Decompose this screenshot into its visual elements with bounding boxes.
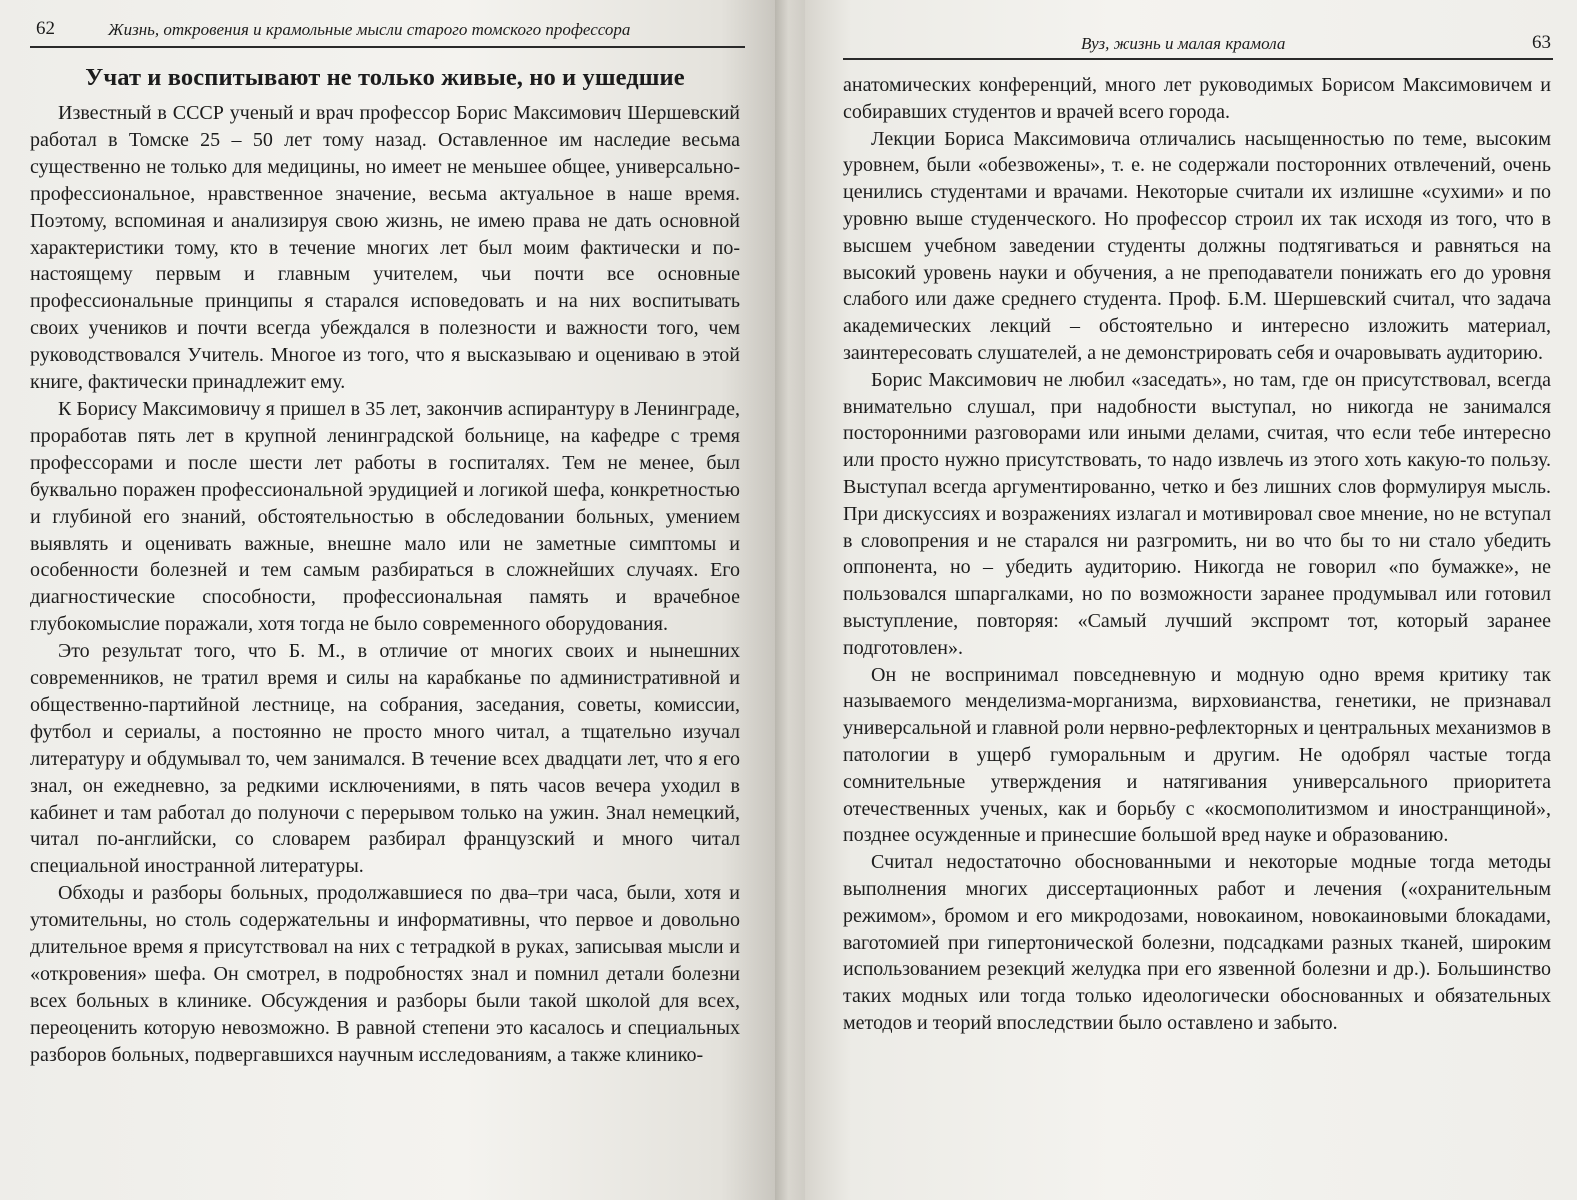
right-paragraph-2: Лекции Бориса Максимовича отличались насыщенностью по теме, высоким уровнем, были «обезвожены», т. е. не содержали посторонних отвлечений, очень ценились студентами и врачами. Некоторые считали их излишне «сухими» и по уровню выше студенческого. Но профессор строил их так исходя из того, что в высшем учебном заведении студенты должны подтягиваться и равняться на высокий уровень науки и обучения, а не преподаватели понижать его до уровня слабого или даже среднего студента. Проф. Б.М. Шершевский считал, что задача академических лекций – обстоятельно и интересно изложить материал, заинтересовать слушателей, а не демонстрировать себя и очаровывать аудиторию. [843, 127, 1551, 364]
left-page-number: 62 [36, 18, 55, 39]
book-gutter [775, 0, 805, 1200]
right-running-head-title: Вуз, жизнь и малая крамола [1081, 34, 1286, 53]
left-page-body [30, 60, 740, 1069]
right-page [805, 0, 1577, 1200]
left-running-head-title: Жизнь, откровения и крамольные мысли старого томского профессора [108, 20, 631, 39]
right-paragraph-1: анатомических конференций, много лет руководимых Борисом Максимовичем и собиравших студентов и врачей всего города. [843, 74, 1551, 123]
left-paragraph-1: Известный в СССР ученый и врач профессор Борис Максимович Шершевский работал в Томске 25 – 50 лет тому назад. Оставленное им наследие весьма существенно не только для медицины, но имеет не меньшее общее, универсально-профессиональное, нравственное значение, весьма актуальное в наше время. Поэтому, вспоминая и анализируя свою жизнь, не имею права не дать основной характеристики тому, кто в течение многих лет был моим фактически и по-настоящему первым и главным учителем, чьи почти все основные профессиональные принципы я старался исповедовать и на них воспитывать своих учеников и почти всегда убеждался в полезности и важности того, чем руководствовался Учитель. Многое из того, что я высказываю и оцениваю в этой книге, фактически принадлежит ему. [30, 102, 740, 394]
right-page-body [843, 72, 1551, 1037]
left-paragraph-4: Обходы и разборы больных, продолжавшиеся по два–три часа, были, хотя и утомительны, но столь содержательны и информативны, что первое и довольно длительное время я присутствовал на них с тетрадкой в руках, записывая мысли и «откровения» шефа. Он смотрел, в подробностях знал и помнил детали болезни всех больных в клинике. Обсуждения и разборы были такой школой для всех, переоценить которую невозможно. В равной степени это касалось и специальных разборов больных, подвергавшихся научным исследованиям, а также клинико- [30, 882, 740, 1066]
right-header-rule [843, 58, 1553, 60]
right-paragraph-3: Борис Максимович не любил «заседать», но там, где он присутствовал, всегда внимательно слушал, при надобности выступал, но никогда не занимался посторонними разговорами или иными делами, считая, что если тебе интересно или просто нужно присутствовать, то надо извлечь из этого хоть какую-то пользу. Выступал всегда аргументированно, четко и без лишних слов формулируя мысль. При дискуссиях и возражениях излагал и мотивировал свое мнение, но не вступал в словопрения и не старался ни разгромить, ни во что бы то ни стало убедить оппонента, но – убедить аудиторию. Никогда не говорил «по бумажке», не пользовался шпаргалками, но по возможности заранее продумывал или готовил выступление, повторяя: «Самый лучший экспромт тот, который заранее подготовлен». [843, 368, 1551, 659]
right-running-head [843, 18, 1551, 53]
right-paragraph-4: Он не воспринимал повседневную и модную одно время критику так называемого менделизма-морганизма, вирховианства, генетики, не признавал универсальной и главной роли нервно-рефлекторных и центральных механизмов в патологии в ущерб гуморальным и другим. Не одобрял частые тогда сомнительные утверждения и натягивания универсального приоритета отечественных ученых, как и борьбу с «космополитизмом и иностранщиной», позднее осужденные и принесшие большой вред науке и образованию. [843, 663, 1551, 847]
left-running-head [36, 18, 745, 48]
right-page-number: 63 [1532, 32, 1551, 53]
left-header-rule [30, 46, 745, 48]
right-paragraph-5: Считал недостаточно обоснованными и некоторые модные тогда методы выполнения многих диссертационных работ и лечения («охранительным режимом», бромом и его микродозами, новокаином, новокаиновыми блокадами, ваготомией при гипертонической болезни, подсадками разных тканей, широким использованием резекций желудка при его язвенной болезни и др.). Большинство таких модных или тогда только идеологически обоснованных и обязательных методов и теорий впоследствии было оставлено и забыто. [843, 851, 1551, 1034]
left-paragraph-3: Это результат того, что Б. М., в отличие от многих своих и нынешних современников, не тратил время и силы на карабканье по административной и общественно-партийной лестнице, на собрания, заседания, советы, комиссии, футбол и сериалы, а постоянно не просто много читал, а тщательно изучал литературу и обдумывал то, чем занимался. В течение всех двадцати лет, что я его знал, он ежедневно, за редкими исключениями, в пять часов вечера уходил в кабинет и там работал до полуночи с перерывом только на ужин. Знал немецкий, читал по-английски, со словарем разбирал французский и много читал специальной иностранной литературы. [30, 640, 740, 878]
chapter-title: Учат и воспитывают не только живые, но и ушедшие [85, 64, 685, 91]
left-paragraph-2: К Борису Максимовичу я пришел в 35 лет, закончив аспирантуру в Ленинграде, проработав пять лет в крупной ленинградской больнице, на кафедре с тремя профессорами и после шести лет работы в госпиталях. Тем не менее, был буквально поражен профессиональной эрудицией и логикой шефа, конкретностью и глубиной его знаний, обстоятельностью в обследовании больных, умением выявлять и оценивать важные, внешне мало или не заметные симптомы и особенности болезней и тем самым разбираться в сложнейших случаях. Его диагностические способности, профессиональная память и врачебное глубокомыслие поражали, хотя тогда не было современного оборудования. [30, 397, 740, 636]
left-page [0, 0, 775, 1200]
